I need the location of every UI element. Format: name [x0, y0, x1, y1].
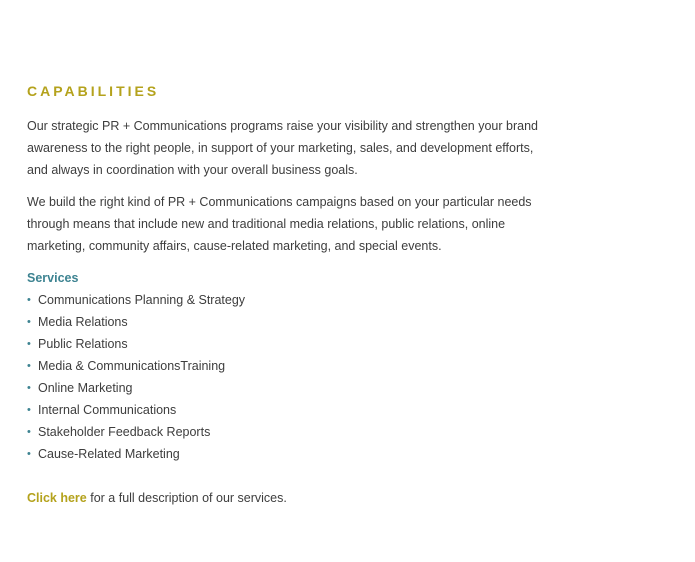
intro-paragraph: Our strategic PR + Communications programs raise your visibility and strengthen your brand awareness to the right people, in support of your marketing, sales, and development efforts, and always in coordination with your overall business goals.	[27, 119, 538, 177]
service-label: Online Marketing	[38, 381, 133, 395]
cta-text: for a full description of our services.	[86, 491, 287, 505]
bullet-icon: •	[27, 294, 31, 306]
click-here-link[interactable]: Click here	[27, 491, 87, 505]
bullet-icon: •	[27, 448, 31, 460]
campaigns-paragraph: We build the right kind of PR + Communications campaigns based on your particular needs through means that include new and traditional media relations, public relations, online marketing, community affairs, cause-related marketing, and special events.	[27, 195, 532, 253]
service-label: Stakeholder Feedback Reports	[38, 425, 211, 439]
list-item	[27, 443, 245, 465]
bullet-icon: •	[27, 382, 31, 394]
list-item	[27, 311, 245, 333]
service-label: Media Relations	[38, 315, 128, 329]
list-item	[27, 421, 245, 443]
section-title: CAPABILITIES	[27, 83, 160, 99]
bullet-icon: •	[27, 404, 31, 416]
bullet-icon: •	[27, 316, 31, 328]
services-cta	[27, 487, 287, 509]
list-item	[27, 355, 245, 377]
list-item	[27, 399, 245, 421]
bullet-icon: •	[27, 338, 31, 350]
bullet-icon: •	[27, 426, 31, 438]
service-label: Media & CommunicationsTraining	[38, 359, 226, 373]
list-item	[27, 289, 245, 311]
list-item	[27, 377, 245, 399]
service-label: Public Relations	[38, 337, 128, 351]
service-label: Internal Communications	[38, 403, 177, 417]
bullet-icon: •	[27, 360, 31, 372]
services-heading: Services	[27, 271, 79, 285]
service-label: Cause-Related Marketing	[38, 447, 180, 461]
services-list	[27, 289, 245, 465]
list-item	[27, 333, 245, 355]
service-label: Communications Planning & Strategy	[38, 293, 246, 307]
